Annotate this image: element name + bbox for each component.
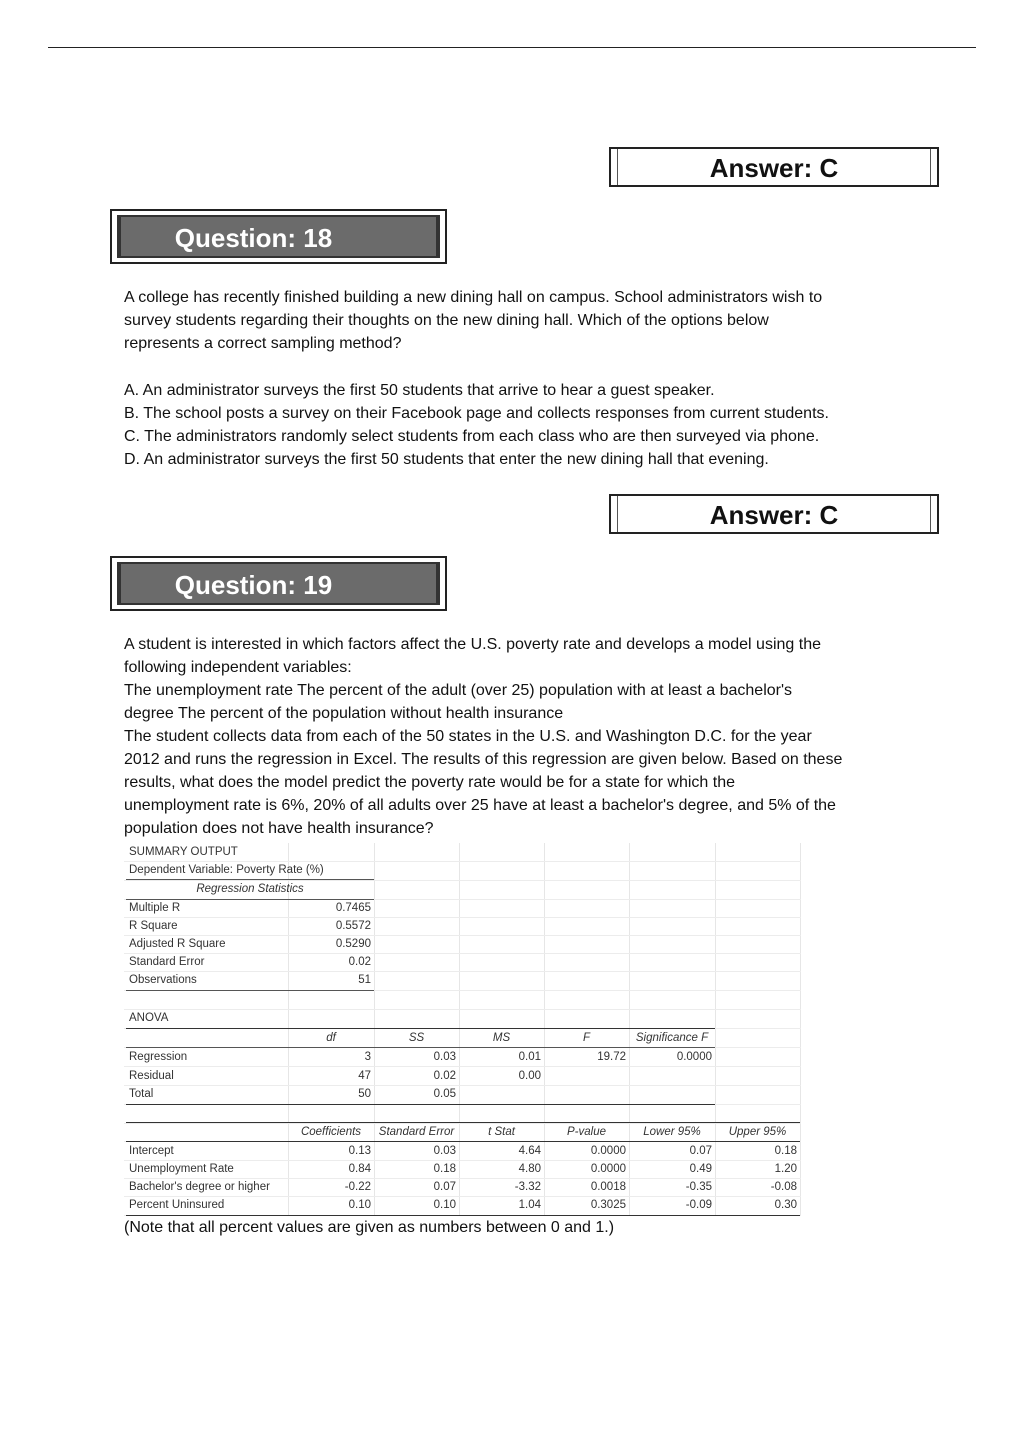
answer-options: [124, 379, 914, 471]
coef-row-label: Intercept: [129, 1145, 174, 1157]
question-text-line: represents a correct sampling method?: [124, 335, 402, 352]
coef-row-label: Unemployment Rate: [129, 1163, 234, 1175]
question-text-line: The unemployment rate The percent of the adult (over 25) population with at least a bachelor's: [124, 682, 793, 699]
anova-row-label: Total: [129, 1088, 154, 1100]
regression-output-table: [124, 843, 801, 1216]
summary-title: SUMMARY OUTPUT: [129, 846, 238, 858]
question-text-line: degree The percent of the population without health insurance: [124, 705, 564, 722]
question-text-line: A college has recently finished building a new dining hall on campus. School administrators wish to: [124, 289, 823, 306]
option-c: C. The administrators randomly select students from each class who are then surveyed via phone.: [124, 428, 820, 445]
coef-row-label: Percent Uninsured: [129, 1199, 225, 1211]
anova-cell: 0.01: [518, 1051, 541, 1063]
coef-row-label: Bachelor's degree or higher: [129, 1181, 270, 1193]
anova-header: F: [582, 1032, 591, 1044]
stat-value: 51: [358, 974, 371, 986]
question-title: Question: 18: [174, 223, 333, 253]
coef-cell: 0.10: [348, 1199, 371, 1211]
stat-label: Adjusted R Square: [129, 938, 226, 950]
coef-cell: 4.64: [518, 1145, 541, 1157]
coef-cell: 0.07: [689, 1145, 712, 1157]
stat-value: 0.5572: [335, 920, 371, 932]
anova-cell: 0.02: [433, 1070, 456, 1082]
coef-cell: -0.22: [344, 1181, 371, 1193]
coef-cell: 0.10: [433, 1199, 456, 1211]
question-text-line: results, what does the model predict the poverty rate would be for a state for which the: [124, 774, 735, 791]
anova-cell: 0.0000: [676, 1051, 712, 1063]
anova-header: SS: [408, 1032, 425, 1044]
answer-label: Answer: C: [709, 153, 839, 183]
question-body: [124, 633, 914, 840]
anova-cell: 0.00: [518, 1070, 541, 1082]
coef-header: P-value: [567, 1126, 606, 1138]
coef-cell: 1.20: [774, 1163, 797, 1175]
coef-header: Standard Error: [378, 1126, 455, 1138]
coef-cell: 0.49: [689, 1163, 712, 1175]
question-body: [124, 286, 914, 355]
coef-cell: 0.18: [433, 1163, 456, 1175]
coef-header: t Stat: [488, 1126, 515, 1138]
coef-header: Upper 95%: [728, 1126, 787, 1138]
coef-cell: 0.30: [774, 1199, 797, 1211]
question-heading: [110, 556, 447, 611]
anova-cell: 0.03: [433, 1051, 456, 1063]
stat-label: Multiple R: [129, 902, 181, 914]
anova-header: MS: [492, 1032, 511, 1044]
percent-note: [124, 1216, 914, 1239]
anova-header: df: [326, 1032, 336, 1044]
question-heading: [110, 209, 447, 264]
stat-label: Observations: [129, 974, 197, 986]
coef-cell: 0.84: [348, 1163, 371, 1175]
answer-box: [609, 147, 939, 187]
coef-cell: 4.80: [518, 1163, 541, 1175]
anova-title: ANOVA: [129, 1012, 169, 1024]
coef-cell: 1.04: [518, 1199, 541, 1211]
dependent-variable: Dependent Variable: Poverty Rate (%): [129, 864, 324, 876]
anova-cell: 19.72: [597, 1051, 626, 1063]
coef-header: Coefficients: [300, 1126, 362, 1138]
question-text-line: unemployment rate is 6%, 20% of all adults over 25 have at least a bachelor's degree, and 5% of the: [124, 797, 836, 814]
stat-value: 0.7465: [335, 902, 371, 914]
question-text-line: survey students regarding their thoughts on the new dining hall. Which of the options below: [124, 312, 769, 329]
note-text: (Note that all percent values are given as numbers between 0 and 1.): [124, 1219, 615, 1236]
stat-label: Standard Error: [129, 956, 205, 968]
stats-header: Regression Statistics: [196, 883, 304, 895]
coef-cell: 0.18: [774, 1145, 797, 1157]
question-text-line: A student is interested in which factors affect the U.S. poverty rate and develops a model using the: [124, 636, 821, 653]
question-text-line: The student collects data from each of the 50 states in the U.S. and Washington D.C. for the year: [124, 728, 812, 745]
coef-cell: 0.3025: [590, 1199, 626, 1211]
coef-header: Lower 95%: [643, 1126, 701, 1138]
coef-cell: 0.07: [433, 1181, 456, 1193]
anova-cell: 0.05: [433, 1088, 456, 1100]
coef-cell: 0.03: [433, 1145, 456, 1157]
question-text-line: 2012 and runs the regression in Excel. The results of this regression are given below. Based on these: [124, 751, 843, 768]
stat-value: 0.5290: [335, 938, 371, 950]
question-title: Question: 19: [174, 570, 333, 600]
stat-label: R Square: [129, 920, 178, 932]
coef-cell: 0.0000: [590, 1145, 626, 1157]
answer-label: Answer: C: [709, 500, 839, 530]
option-b: B. The school posts a survey on their Facebook page and collects responses from current students.: [124, 405, 829, 422]
anova-cell: 50: [358, 1088, 371, 1100]
coef-cell: -0.08: [770, 1181, 797, 1193]
anova-row-label: Regression: [129, 1051, 188, 1063]
option-d: D. An administrator surveys the first 50 students that enter the new dining hall that evening.: [124, 451, 769, 468]
coef-cell: 0.0018: [590, 1181, 626, 1193]
coef-cell: -0.35: [685, 1181, 712, 1193]
anova-header: Significance F: [635, 1032, 709, 1044]
coef-cell: 0.0000: [590, 1163, 626, 1175]
header-rule: [48, 47, 976, 48]
anova-row-label: Residual: [129, 1070, 174, 1082]
option-a: A. An administrator surveys the first 50 students that arrive to hear a guest speaker.: [124, 382, 715, 399]
coef-cell: -3.32: [514, 1181, 541, 1193]
anova-cell: 3: [364, 1051, 371, 1063]
question-text-line: population does not have health insurance?: [124, 820, 434, 837]
coef-cell: 0.13: [348, 1145, 371, 1157]
question-text-line: following independent variables:: [124, 659, 352, 676]
answer-box: [609, 494, 939, 534]
stat-value: 0.02: [348, 956, 371, 968]
anova-cell: 47: [358, 1070, 371, 1082]
coef-cell: -0.09: [685, 1199, 712, 1211]
